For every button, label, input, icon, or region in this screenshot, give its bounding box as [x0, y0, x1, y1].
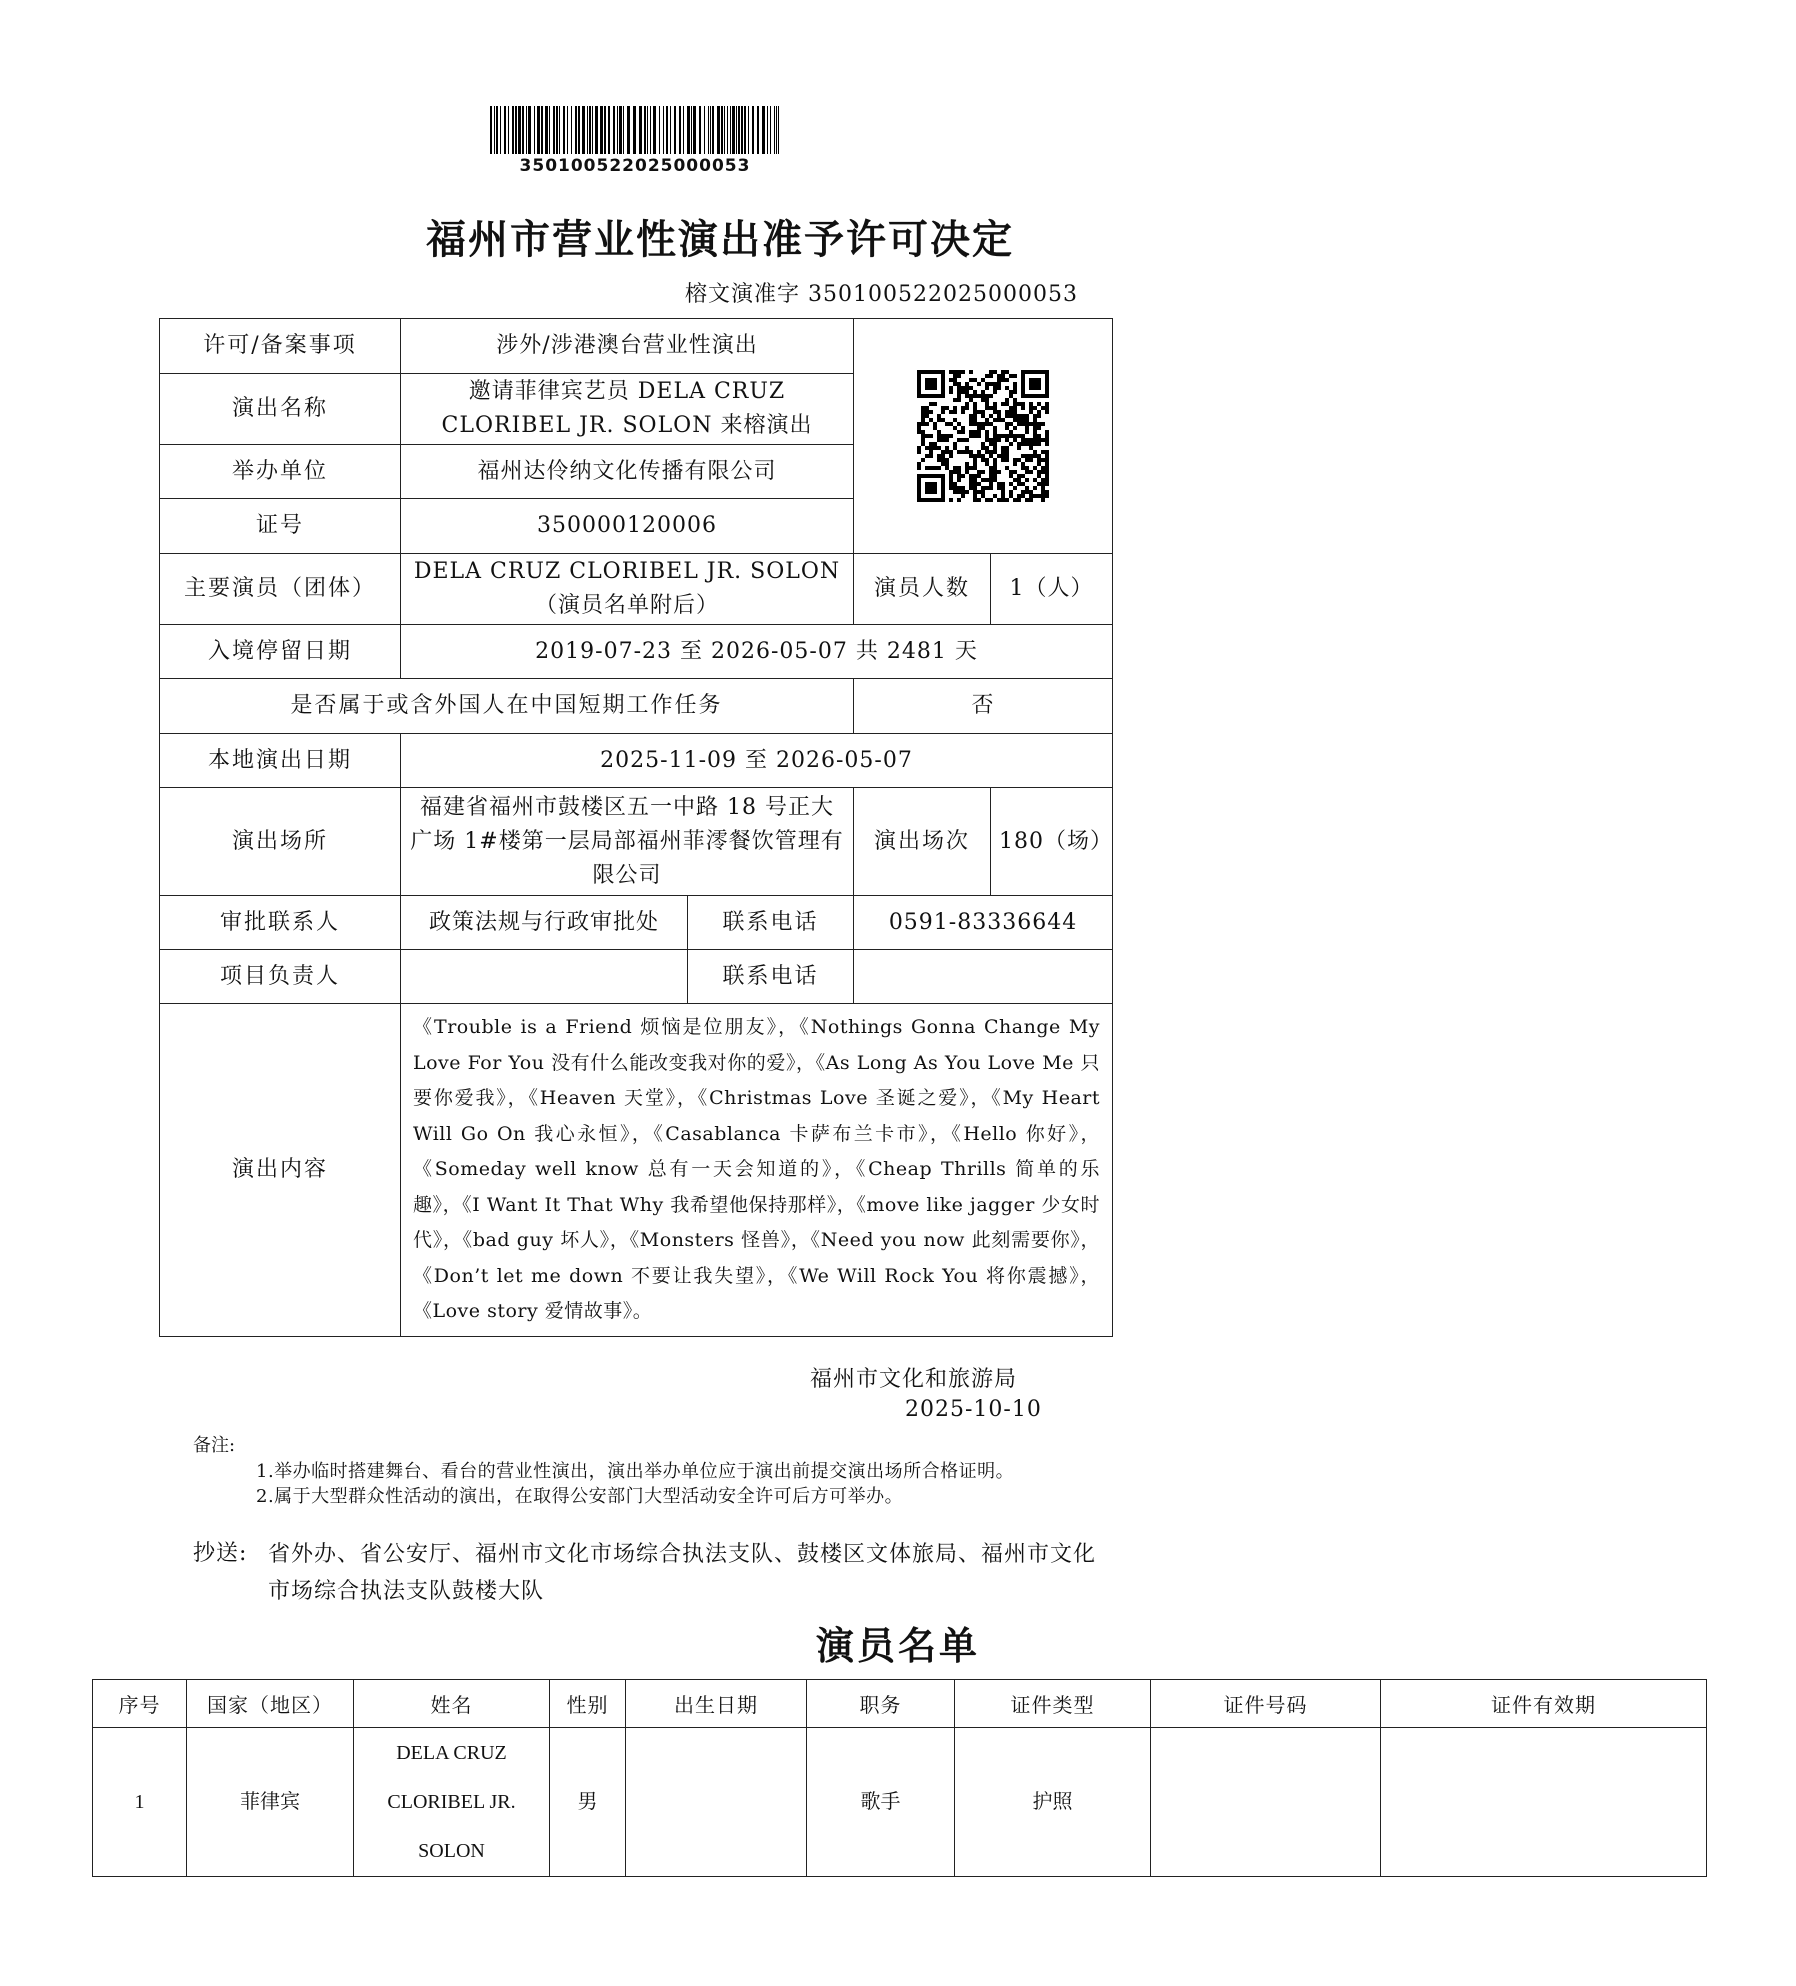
- barcode-number: 350100522025000053: [519, 156, 751, 176]
- content-label: 演出内容: [160, 1004, 401, 1337]
- manager-value: [401, 950, 688, 1004]
- roster-header-cell: 序号: [93, 1680, 187, 1728]
- roster-header-row: [93, 1680, 1707, 1728]
- permit-row-manager: [160, 950, 1113, 1004]
- roster-cell-birthdate: [626, 1728, 807, 1877]
- roster-header-cell: 证件有效期: [1381, 1680, 1707, 1728]
- content-value: 《Trouble is a Friend 烦恼是位朋友》，《Nothings Gonna Change My Love For You 没有什么能改变我对你的爱》，《As Long As You Love Me 只要你爱我》，《Heaven 天堂》，《Christmas Love 圣诞之爱》，《My Heart Will Go On 我心永恒》，《Casablanca 卡萨布兰卡市》，《Hello 你好》，《Someday well know 总有一天会知道的》，《Cheap Thrills 简单的乐趣》，《I Want It That Why 我希望他保持那样》，《move like jagger 少女时代》，《bad guy 坏人》，《Monsters 怪兽》，《Need you now 此刻需要你》，《Don’t let me down 不要让我失望》，《We Will Rock You 将你震撼》，《Love story 爱情故事》。: [401, 1004, 1113, 1337]
- phone-label: 联系电话: [688, 896, 854, 950]
- notes-label: 备注:: [193, 1435, 236, 1456]
- issue-date: 2025-10-10: [905, 1397, 1042, 1422]
- sessions-value: 180（场）: [991, 788, 1113, 896]
- show-name-label: 演出名称: [160, 374, 401, 445]
- license-label: 证号: [160, 499, 401, 554]
- roster-cell-id-number: [1151, 1728, 1381, 1877]
- roster-cell-gender: 男: [550, 1728, 626, 1877]
- roster-header-cell: 出生日期: [626, 1680, 807, 1728]
- roster-header-cell: 国家（地区）: [187, 1680, 354, 1728]
- note-item: 1.举办临时搭建舞台、看台的营业性演出，演出举办单位应于演出前提交演出场所合格证明。: [256, 1461, 1015, 1482]
- permit-row-content: [160, 1004, 1113, 1337]
- license-value: 350000120006: [401, 499, 854, 554]
- matter-label: 许可/备案事项: [160, 319, 401, 374]
- roster-cell-name: DELA CRUZ CLORIBEL JR. SOLON: [354, 1728, 550, 1877]
- cc-recipients: 省外办、省公安厅、福州市文化市场综合执法支队、鼓楼区文体旅局、福州市文化市场综合执法支队鼓楼大队: [268, 1542, 1097, 1604]
- permit-table: [159, 318, 1113, 1337]
- roster-table: [92, 1679, 1707, 1877]
- performer-count-value: 1（人）: [991, 554, 1113, 625]
- manager-phone-value: [854, 950, 1113, 1004]
- venue-label: 演出场所: [160, 788, 401, 896]
- permit-row-stay: [160, 625, 1113, 679]
- document-title: 福州市营业性演出准予许可决定: [426, 216, 1014, 263]
- approver-value: 政策法规与行政审批处: [401, 896, 688, 950]
- local-dates-label: 本地演出日期: [160, 734, 401, 788]
- permit-row-venue: [160, 788, 1113, 896]
- roster-cell-id-expiry: [1381, 1728, 1707, 1877]
- roster-cell-role: 歌手: [807, 1728, 955, 1877]
- roster-header-cell: 证件号码: [1151, 1680, 1381, 1728]
- barcode: [490, 106, 780, 154]
- stay-label: 入境停留日期: [160, 625, 401, 679]
- document-number: 榕文演准字 350100522025000053: [685, 282, 1078, 307]
- local-dates-value: 2025-11-09 至 2026-05-07: [401, 734, 1113, 788]
- permit-row-shortterm: [160, 679, 1113, 734]
- organizer-value: 福州达伶纳文化传播有限公司: [401, 445, 854, 499]
- permit-row-approver: [160, 896, 1113, 950]
- performers-value: DELA CRUZ CLORIBEL JR. SOLON（演员名单附后）: [401, 554, 854, 625]
- performer-count-label: 演员人数: [854, 554, 991, 625]
- performers-label: 主要演员（团体）: [160, 554, 401, 625]
- shortterm-value: 否: [854, 679, 1113, 734]
- manager-phone-label: 联系电话: [688, 950, 854, 1004]
- show-name-value: 邀请菲律宾艺员 DELA CRUZ CLORIBEL JR. SOLON 来榕演出: [401, 374, 854, 445]
- roster-title: 演员名单: [815, 1623, 980, 1668]
- roster-cell-index: 1: [93, 1728, 187, 1877]
- note-item: 2.属于大型群众性活动的演出，在取得公安部门大型活动安全许可后方可举办。: [256, 1486, 904, 1507]
- approver-label: 审批联系人: [160, 896, 401, 950]
- roster-header-cell: 职务: [807, 1680, 955, 1728]
- matter-value: 涉外/涉港澳台营业性演出: [401, 319, 854, 374]
- organizer-label: 举办单位: [160, 445, 401, 499]
- shortterm-label: 是否属于或含外国人在中国短期工作任务: [160, 679, 854, 734]
- venue-value: 福建省福州市鼓楼区五一中路 18 号正大广场 1#楼第一层局部福州菲澪餐饮管理有限公司: [401, 788, 854, 896]
- stay-value: 2019-07-23 至 2026-05-07 共 2481 天: [401, 625, 1113, 679]
- qr-code: [917, 370, 1049, 502]
- manager-label: 项目负责人: [160, 950, 401, 1004]
- cc-label: 抄送:: [193, 1541, 248, 1566]
- roster-header-cell: 证件类型: [955, 1680, 1151, 1728]
- qr-code-cell: [854, 319, 1113, 554]
- issuer: 福州市文化和旅游局: [810, 1367, 1018, 1392]
- sessions-label: 演出场次: [854, 788, 991, 896]
- phone-value: 0591-83336644: [854, 896, 1113, 950]
- roster-header-cell: 姓名: [354, 1680, 550, 1728]
- permit-row-matter: [160, 319, 1113, 374]
- roster-row: [93, 1728, 1707, 1877]
- roster-header-cell: 性别: [550, 1680, 626, 1728]
- roster-cell-id-type: 护照: [955, 1728, 1151, 1877]
- roster-cell-country: 菲律宾: [187, 1728, 354, 1877]
- permit-row-local-dates: [160, 734, 1113, 788]
- permit-row-performers: [160, 554, 1113, 625]
